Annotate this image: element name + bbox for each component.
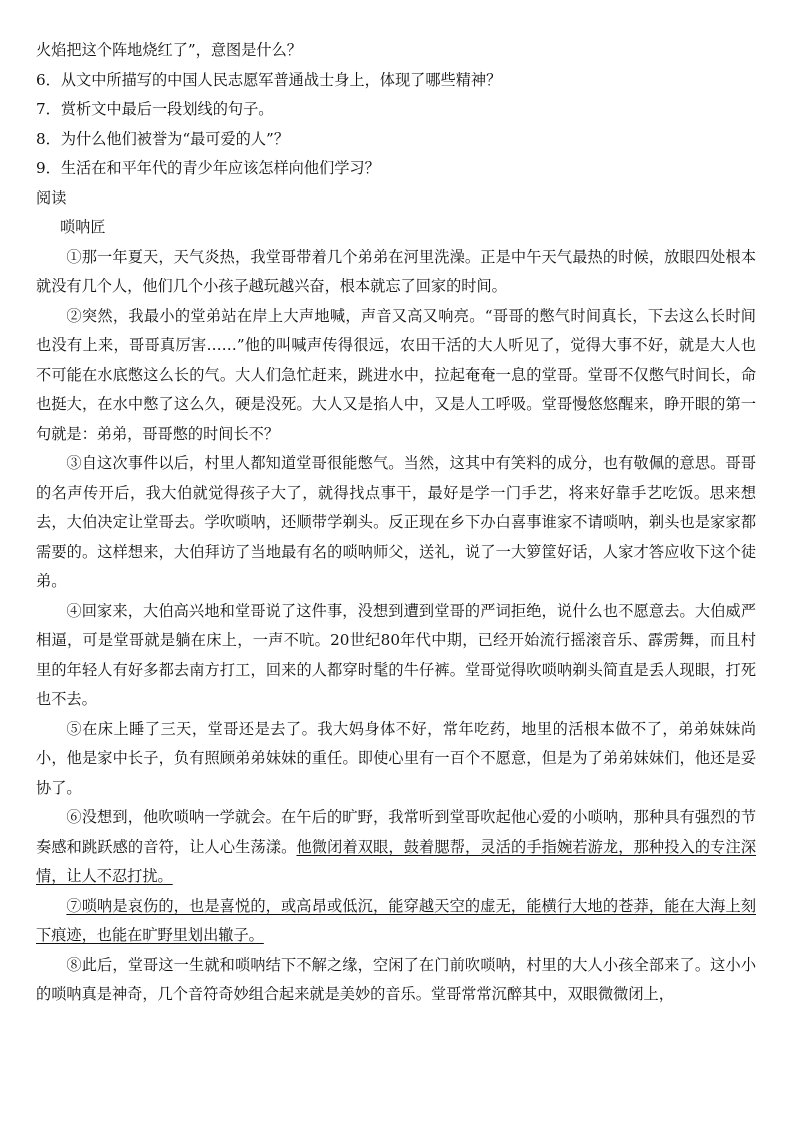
question-7: 7．赏析文中最后一段划线的句子。: [36, 100, 274, 118]
question-9: 9．生活在和平年代的青少年应该怎样向他们学习？: [36, 159, 380, 177]
paragraph-7-underlined-sentence: ⑦唢呐是哀伤的，也是喜悦的，或高昂或低沉，能穿越天空的虚无，能横行大地的苍莽，能在大海上刻下痕迹，也能在旷野里划出辙子。: [36, 896, 756, 944]
paragraph-6-text: ⑥没想到，他吹唢呐一学就会。在午后的旷野，我常听到堂哥吹起他心爱的小唢呐，那种具有强烈的节奏感和跳跃感的音符，让人心生荡漾。: [36, 808, 756, 856]
question-8: 8．为什么他们被誉为“最可爱的人”？: [36, 129, 290, 148]
paragraph-1: ①那一年夏天，天气炎热，我堂哥带着几个弟弟在河里洗澡。正是中午天气最热的时候，放眼四处根本就没有几个人，他们几个小孩子越玩越兴奋，根本就忘了回家的时间。: [36, 247, 756, 295]
paragraph-6: [36, 803, 756, 892]
question-6: 6．从文中所描写的中国人民志愿军普通战士身上，体现了哪些精神？: [36, 70, 502, 89]
article-title: 唢呐匠: [60, 218, 106, 236]
document-page: [36, 36, 756, 1010]
paragraph-3: ③自这次事件以后，村里人都知道堂哥很能憋气。当然，这其中有笑料的成分，也有敬佩的意思。哥哥的名声传开后，我大伯就觉得孩子大了，就得找点事干，最好是学一门手艺，将来好靠手艺吃饭。思来想去，大伯决定让堂哥去。学吹唢呐，还顺带学剃头。反正现在乡下办白喜事谁家不请唢呐，剃头也是家家都需要的。这样想来，大伯拜访了当地最有名的唢呐师父，送礼，说了一大箩筐好话，人家才答应收下这个徒弟。: [36, 454, 756, 590]
question-5-tail: 火焰把这个阵地烧红了”，意图是什么？: [36, 41, 302, 59]
paragraph-4: ④回家来，大伯高兴地和堂哥说了这件事，没想到遭到堂哥的严词拒绝，说什么也不愿意去。大伯威严相逼，可是堂哥就是躺在床上，一声不吭。20世纪80年代中期，已经开始流行摇滚音乐、霹雳舞，而且村里的年轻人有好多都去南方打工，回来的人都穿时髦的牛仔裤。堂哥觉得吹唢呐剃头简直是丢人现眼，打死也不去。: [36, 601, 756, 708]
paragraph-2: ②突然，我最小的堂弟站在岸上大声地喊，声音又高又响亮。“哥哥的憋气时间真长，下去这么长时间也没有上来，哥哥真厉害……”他的叫喊声传得很远，农田干活的大人听见了，觉得大事不好，就是大人也不可能在水底憋这么长的气。大人们急忙赶来，跳进水中，拉起奄奄一息的堂哥。堂哥不仅憋气时间长，命也挺大，在水中憋了这么久，硬是没死。大人又是掐人中，又是人工呼吸。堂哥慢悠悠醒来，睁开眼的第一句就是：弟弟，哥哥憋的时间长不？: [36, 306, 756, 443]
section-label: 阅读: [36, 188, 67, 207]
paragraph-8: ⑧此后，堂哥这一生就和唢呐结下不解之缘，空闲了在门前吹唢呐，村里的大人小孩全部来了。这小小的唢呐真是神奇，几个音符奇妙组合起来就是美妙的音乐。堂哥常常沉醉其中，双眼微微闭上，: [36, 955, 756, 1003]
paragraph-5: ⑤在床上睡了三天，堂哥还是去了。我大妈身体不好，常年吃药，地里的活根本做不了，弟弟妹妹尚小，他是家中长子，负有照顾弟弟妹妹的重任。即使心里有一百个不愿意，但是为了弟弟妹妹们，他还是妥协了。: [36, 719, 756, 797]
paragraph-6-underlined-sentence: 他微闭着双眼，鼓着腮帮，灵活的手指婉若游龙，那种投入的专注深情，让人不忍打扰。: [36, 837, 757, 885]
paragraph-7: [36, 892, 756, 951]
